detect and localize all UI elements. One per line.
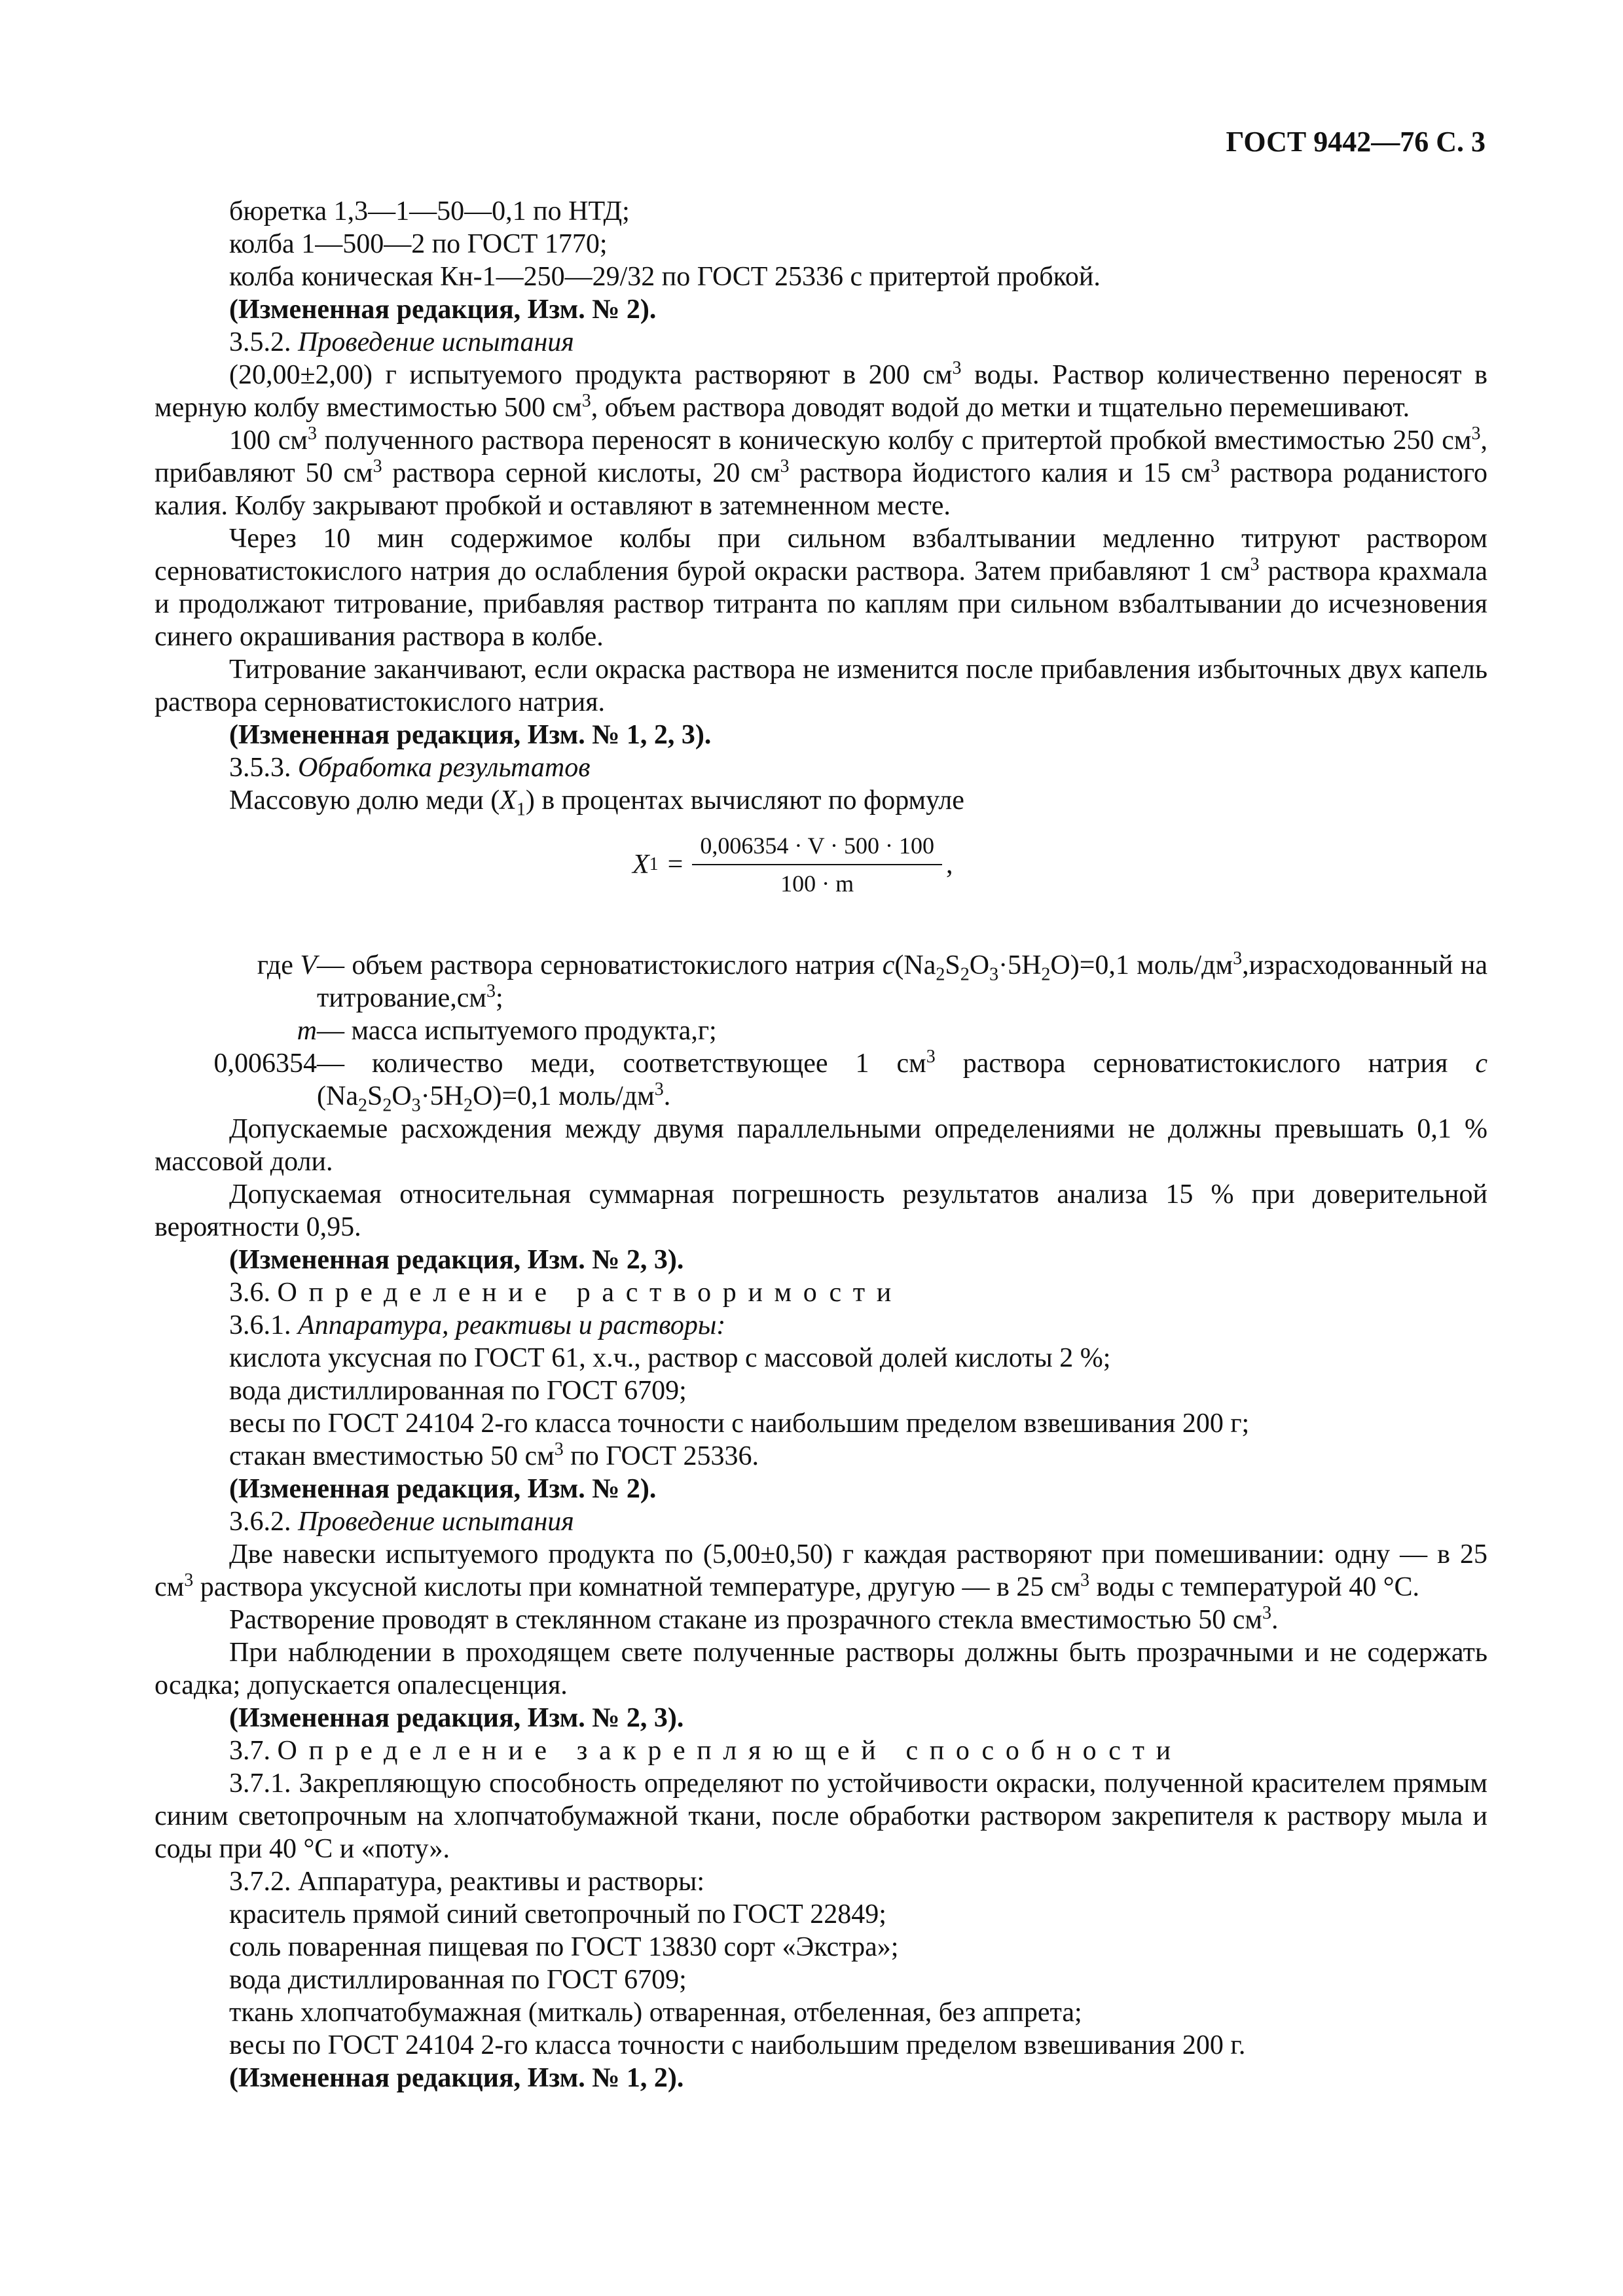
- formula-numerator: 0,006354 · V · 500 · 100: [692, 831, 942, 865]
- amendment-note: (Измененная редакция, Изм. № 1, 2, 3).: [229, 720, 712, 750]
- section-heading: 3.6.2. Проведение испытания: [229, 1507, 574, 1537]
- section-heading: 3.5.3. Обработка результатов: [229, 753, 591, 783]
- formula-lhs: X: [632, 850, 649, 880]
- list-item: колба 1—500—2 по ГОСТ 1770;: [229, 229, 608, 259]
- legend-item: m — масса испытуемого продукта,г;: [297, 1016, 717, 1046]
- section-heading: 3.5.2. Проведение испытания: [229, 327, 574, 357]
- formula-fraction: [692, 831, 942, 898]
- formula-denominator: 100 · m: [780, 870, 854, 897]
- formula: X 1 = $\frac{0,006354 \cdot V \cdot 500 \cdot 100}{100 \cdot m}$ ,: [632, 833, 953, 897]
- section-heading: 3.6.1. Аппаратура, реактивы и растворы:: [229, 1310, 726, 1340]
- paragraph: 3.7.1. Закрепляющую способность определяют по устойчивости окраски, полученной красителем прямым синим светопрочным на хлопчатобумажной ткани, после обработки раствором закрепителя к раствору мыла и соды при 40 °С и «поту».: [155, 1768, 1487, 1864]
- section-heading: 3.7. Определение закрепляющей способности: [229, 1736, 1182, 1766]
- list-item: вода дистиллированная по ГОСТ 6709;: [229, 1965, 687, 1995]
- paragraph: Через 10 мин содержимое колбы при сильном взбалтывании медленно титруют раствором серноватистокислого натрия до ослабления бурой окраски раствора. Затем прибавляют 1 $см^3$ раствора крахмала и продолжают титрование, прибавляя раствор титранта по каплям при сильном взбалтывании до исчезновения синего окрашивания раствора в колбе.: [155, 524, 1487, 652]
- list-item: весы по ГОСТ 24104 2-го класса точности с наибольшим пределом взвешивания 200 г.: [229, 2030, 1246, 2060]
- paragraph: (20,00±2,00) г испытуемого продукта растворяют в 200 $см^3$ воды. Раствор количественно переносят в мерную колбу вместимостью 500 $см^3$, объем раствора доводят водой до метки и тщательно перемешивают.: [155, 358, 1488, 423]
- document-body: [155, 195, 1487, 2094]
- legend-item: 0,006354 — количество меди, соответствующее 1 $см^3$ раствора серноватистокислого натрия c $(Na_2S_2O_3\cdot 5H_2O)=0,1$ моль/$дм^3$.: [213, 1047, 1487, 1116]
- paragraph: Допускаемая относительная суммарная погрешность результатов анализа 15 % при доверительной вероятности 0,95.: [155, 1179, 1487, 1242]
- list-item: кислота уксусная по ГОСТ 61, х.ч., раствор с массовой долей кислоты 2 %;: [229, 1343, 1111, 1373]
- page-header: ГОСТ 9442—76 С. 3: [1226, 126, 1486, 158]
- paragraph: При наблюдении в проходящем свете полученные растворы должны быть прозрачными и не содержать осадка; допускается опалесценция.: [155, 1638, 1487, 1700]
- list-item: 3.7.2. Аппаратура, реактивы и растворы:: [229, 1867, 704, 1897]
- list-item: вода дистиллированная по ГОСТ 6709;: [229, 1376, 687, 1406]
- formula-equals: =: [667, 850, 684, 880]
- amendment-note: (Измененная редакция, Изм. № 2, 3).: [229, 1703, 684, 1733]
- paragraph: Две навески испытуемого продукта по (5,00±0,50) г каждая растворяют при помешивании: одну — в 25 $см^3$ раствора уксусной кислоты при комнатной температуре, другую — в 25 $см^3$ воды с температурой 40 °С.: [155, 1539, 1487, 1602]
- paragraph: Растворение проводят в стеклянном стакане из прозрачного стекла вместимостью 50 $см^3$.: [229, 1603, 1279, 1635]
- paragraph: Допускаемые расхождения между двумя параллельными определениями не должны превышать 0,1 % массовой доли.: [155, 1114, 1487, 1177]
- list-item: весы по ГОСТ 24104 2-го класса точности с наибольшим пределом взвешивания 200 г;: [229, 1408, 1250, 1439]
- list-item: соль поваренная пищевая по ГОСТ 13830 сорт «Экстра»;: [229, 1932, 899, 1962]
- paragraph: Титрование заканчивают, если окраска раствора не изменится после прибавления избыточных двух капель раствора серноватистокислого натрия.: [155, 655, 1487, 717]
- amendment-note: (Измененная редакция, Изм. № 2).: [229, 295, 657, 325]
- section-heading: 3.6. Определение растворимости: [229, 1278, 903, 1308]
- paragraph: Массовую долю меди $(X_1)$ в процентах вычисляют по формуле: [229, 785, 964, 820]
- formula-tail: ,: [946, 850, 953, 880]
- legend-item: где V — объем раствора серноватистокислого натрия $c(Na_2S_2O_3\cdot 5H_2O)=0,1$ моль/$дм^3,израсходованный$ на $титрование,см^3$;: [257, 948, 1488, 1013]
- amendment-note: (Измененная редакция, Изм. № 2).: [229, 1474, 657, 1504]
- list-item: колба коническая Кн-1—250—29/32 по ГОСТ 25336 с притертой пробкой.: [229, 262, 1101, 292]
- list-item: бюретка 1,3—1—50—0,1 по НТД;: [229, 196, 630, 226]
- list-item: стакан вместимостью 50 $см^3$ по ГОСТ 25336.: [229, 1439, 759, 1471]
- list-item: ткань хлопчатобумажная (миткаль) отваренная, отбеленная, без аппрета;: [229, 1998, 1082, 2028]
- amendment-note: (Измененная редакция, Изм. № 1, 2).: [229, 2063, 684, 2093]
- amendment-note: (Измененная редакция, Изм. № 2, 3).: [229, 1245, 684, 1275]
- list-item: краситель прямой синий светопрочный по ГОСТ 22849;: [229, 1899, 886, 1929]
- paragraph: 100 $см^3$ полученного раствора переносят в коническую колбу с притертой пробкой вместимостью 250 $см^3$, прибавляют 50 $см^3$ раствора серной кислоты, 20 $см^3$ раствора йодистого калия и 15 $см^3$ раствора роданистого калия. Колбу закрывают пробкой и оставляют в затемненном месте.: [155, 423, 1487, 521]
